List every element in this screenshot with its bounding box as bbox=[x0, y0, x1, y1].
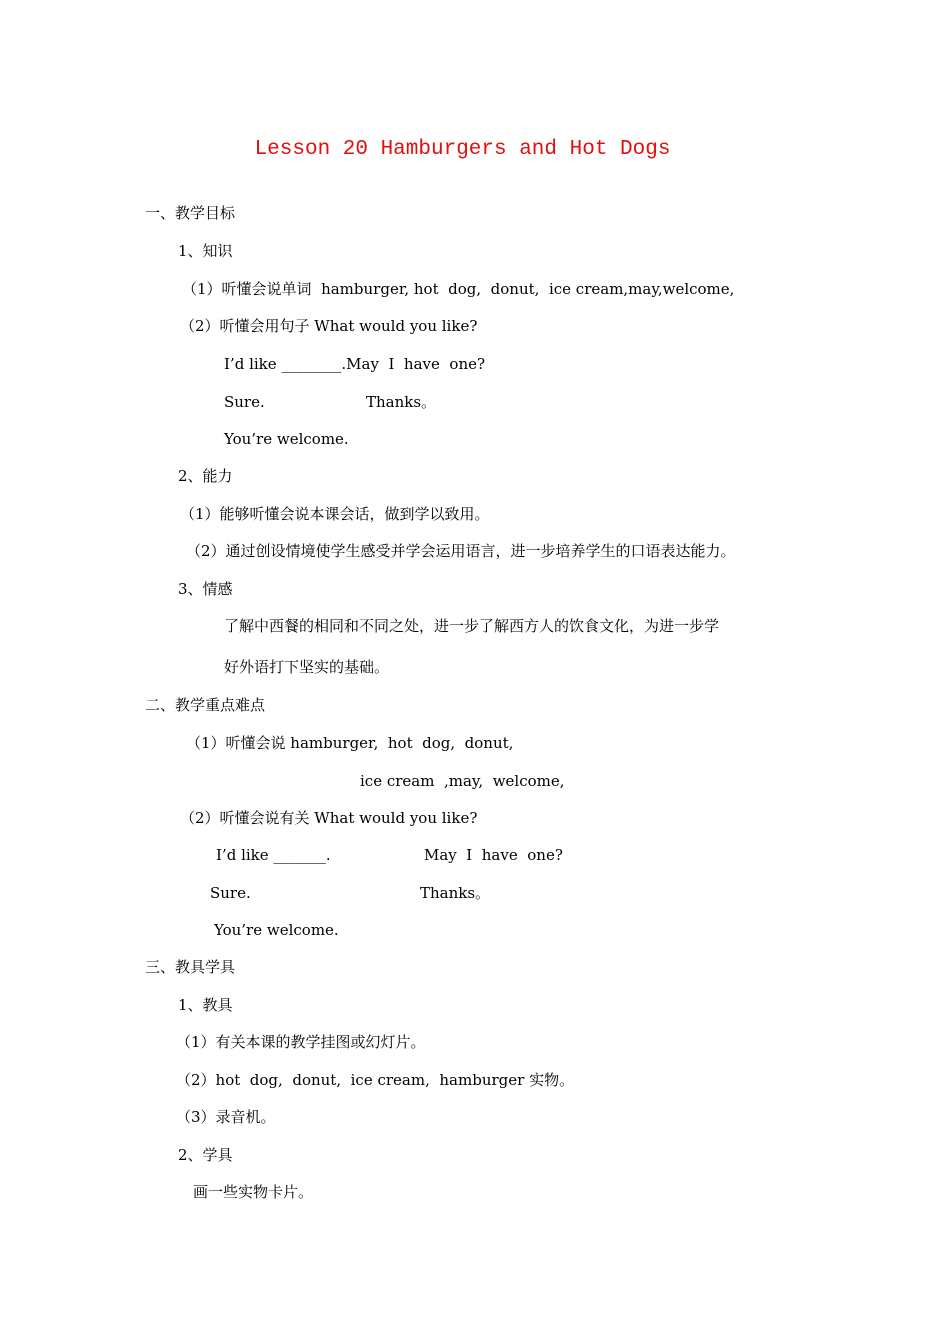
emotion-text-2: 好外语打下坚实的基础。 bbox=[224, 658, 390, 676]
knowledge-item-words: （1）听懂会说单词 hamburger, hot dog, donut, ice cream,may,welcome, bbox=[182, 280, 735, 298]
subheading-student-aids: 2、学具 bbox=[178, 1146, 233, 1164]
key-dialog-line-2a: Sure. bbox=[210, 884, 251, 902]
dialog-line-1: I’d like ________.May I have one? bbox=[224, 355, 486, 373]
emotion-text-1: 了解中西餐的相同和不同之处，进一步了解西方人的饮食文化，为进一步学 bbox=[224, 617, 720, 635]
section-heading-teaching-aids: 三、教具学具 bbox=[145, 958, 236, 976]
key-dialog-line-3: You’re welcome. bbox=[214, 921, 339, 939]
ability-item-1: （1）能够听懂会说本课会话，做到学以致用。 bbox=[180, 505, 490, 523]
key-points-item-1: （1）听懂会说 hamburger, hot dog, donut, bbox=[186, 734, 514, 752]
dialog-line-3: You’re welcome. bbox=[224, 430, 349, 448]
subheading-knowledge: 1、知识 bbox=[178, 242, 233, 260]
subheading-teacher-aids: 1、教具 bbox=[178, 996, 233, 1014]
teacher-aids-item-1: （1）有关本课的教学挂图或幻灯片。 bbox=[176, 1033, 426, 1051]
section-heading-key-points: 二、教学重点难点 bbox=[145, 696, 266, 714]
key-dialog-line-1a: I’d like _______. bbox=[216, 846, 331, 864]
page-title: Lesson 20 Hamburgers and Hot Dogs bbox=[254, 138, 671, 161]
dialog-line-2a: Sure. bbox=[224, 393, 265, 411]
ability-item-2: （2）通过创设情境使学生感受并学会运用语言，进一步培养学生的口语表达能力。 bbox=[186, 542, 736, 560]
key-points-item-2: （2）听懂会说有关 What would you like? bbox=[180, 809, 478, 827]
dialog-line-2b: Thanks。 bbox=[366, 393, 437, 411]
subheading-emotion: 3、情感 bbox=[178, 580, 233, 598]
key-points-item-1-cont: ice cream ,may, welcome, bbox=[360, 772, 565, 790]
subheading-ability: 2、能力 bbox=[178, 467, 233, 485]
knowledge-item-sentences: （2）听懂会用句子 What would you like? bbox=[180, 317, 478, 335]
section-heading-objectives: 一、教学目标 bbox=[145, 204, 236, 222]
student-aids-text: 画一些实物卡片。 bbox=[193, 1183, 314, 1201]
key-dialog-line-1b: May I have one? bbox=[424, 846, 563, 864]
key-dialog-line-2b: Thanks。 bbox=[420, 884, 491, 902]
teacher-aids-item-2: （2）hot dog, donut, ice cream, hamburger 实物。 bbox=[176, 1071, 575, 1089]
teacher-aids-item-3: （3）录音机。 bbox=[176, 1108, 276, 1126]
